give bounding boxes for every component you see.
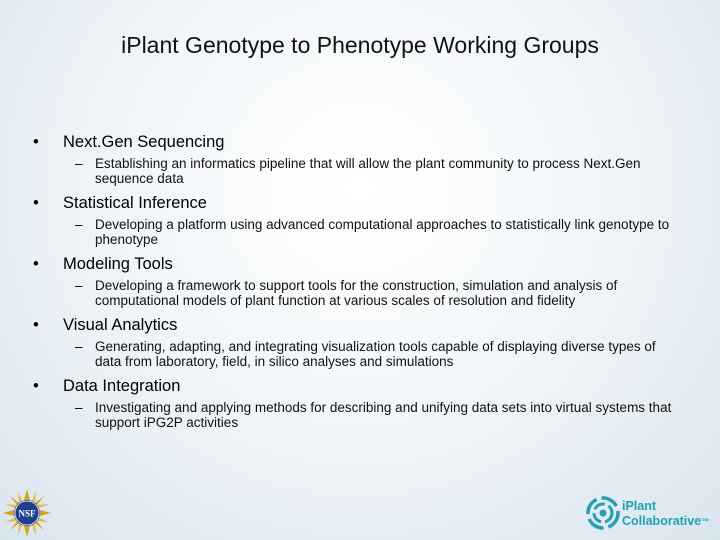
sub-bullet-visual-analytics: Generating, adapting, and integrating visualization tools capable of displaying diverse types of data from laboratory, field, in silico analyses and simulations [95,339,656,369]
iplant-collaborative-logo [586,496,718,534]
bullet-heading-modeling-tools: Modeling Tools [63,255,173,273]
bullet-heading-statistical-inference: Statistical Inference [63,194,207,212]
bullet-marker: • [33,377,39,395]
sub-bullet-nextgen-sequencing: Establishing an informatics pipeline that will allow the plant community to process Next.Gen sequence data [95,156,641,186]
slide-title: iPlant Genotype to Phenotype Working Groups [121,32,599,58]
iplant-logo-line2 [622,514,709,529]
iplant-logo-collaborative: Collaborative [622,514,702,528]
sub-bullet-marker: – [75,278,83,293]
iplant-logo-line1: iPlant [622,499,657,513]
sub-bullet-marker: – [75,339,83,354]
sub-bullet-marker: – [75,400,83,415]
iplant-logo-text [622,499,709,529]
bullet-marker: • [33,255,39,273]
bullet-heading-visual-analytics: Visual Analytics [63,316,178,334]
bullet-heading-data-integration: Data Integration [63,377,181,395]
nsf-logo-text: NSF [18,508,36,519]
sub-bullet-marker: – [75,156,83,171]
sub-bullet-modeling-tools: Developing a framework to support tools for the construction, simulation and analysis of computational models of plant function at various scales of resolution and fidelity [95,278,618,308]
sub-bullet-marker: – [75,217,83,232]
bullet-marker: • [33,133,39,151]
sub-bullet-data-integration: Investigating and applying methods for describing and unifying data sets into virtual systems that support iPG2P activities [95,400,672,430]
iplant-logo-tm: ™ [701,517,710,526]
iplant-swirl-icon [586,496,620,530]
bullet-marker: • [33,316,39,334]
nsf-logo-icon [2,488,52,538]
bullet-marker: • [33,194,39,212]
sub-bullet-statistical-inference: Developing a platform using advanced computational approaches to statistically link genotype to phenotype [95,217,670,247]
bullet-heading-nextgen-sequencing: Next.Gen Sequencing [63,133,225,151]
